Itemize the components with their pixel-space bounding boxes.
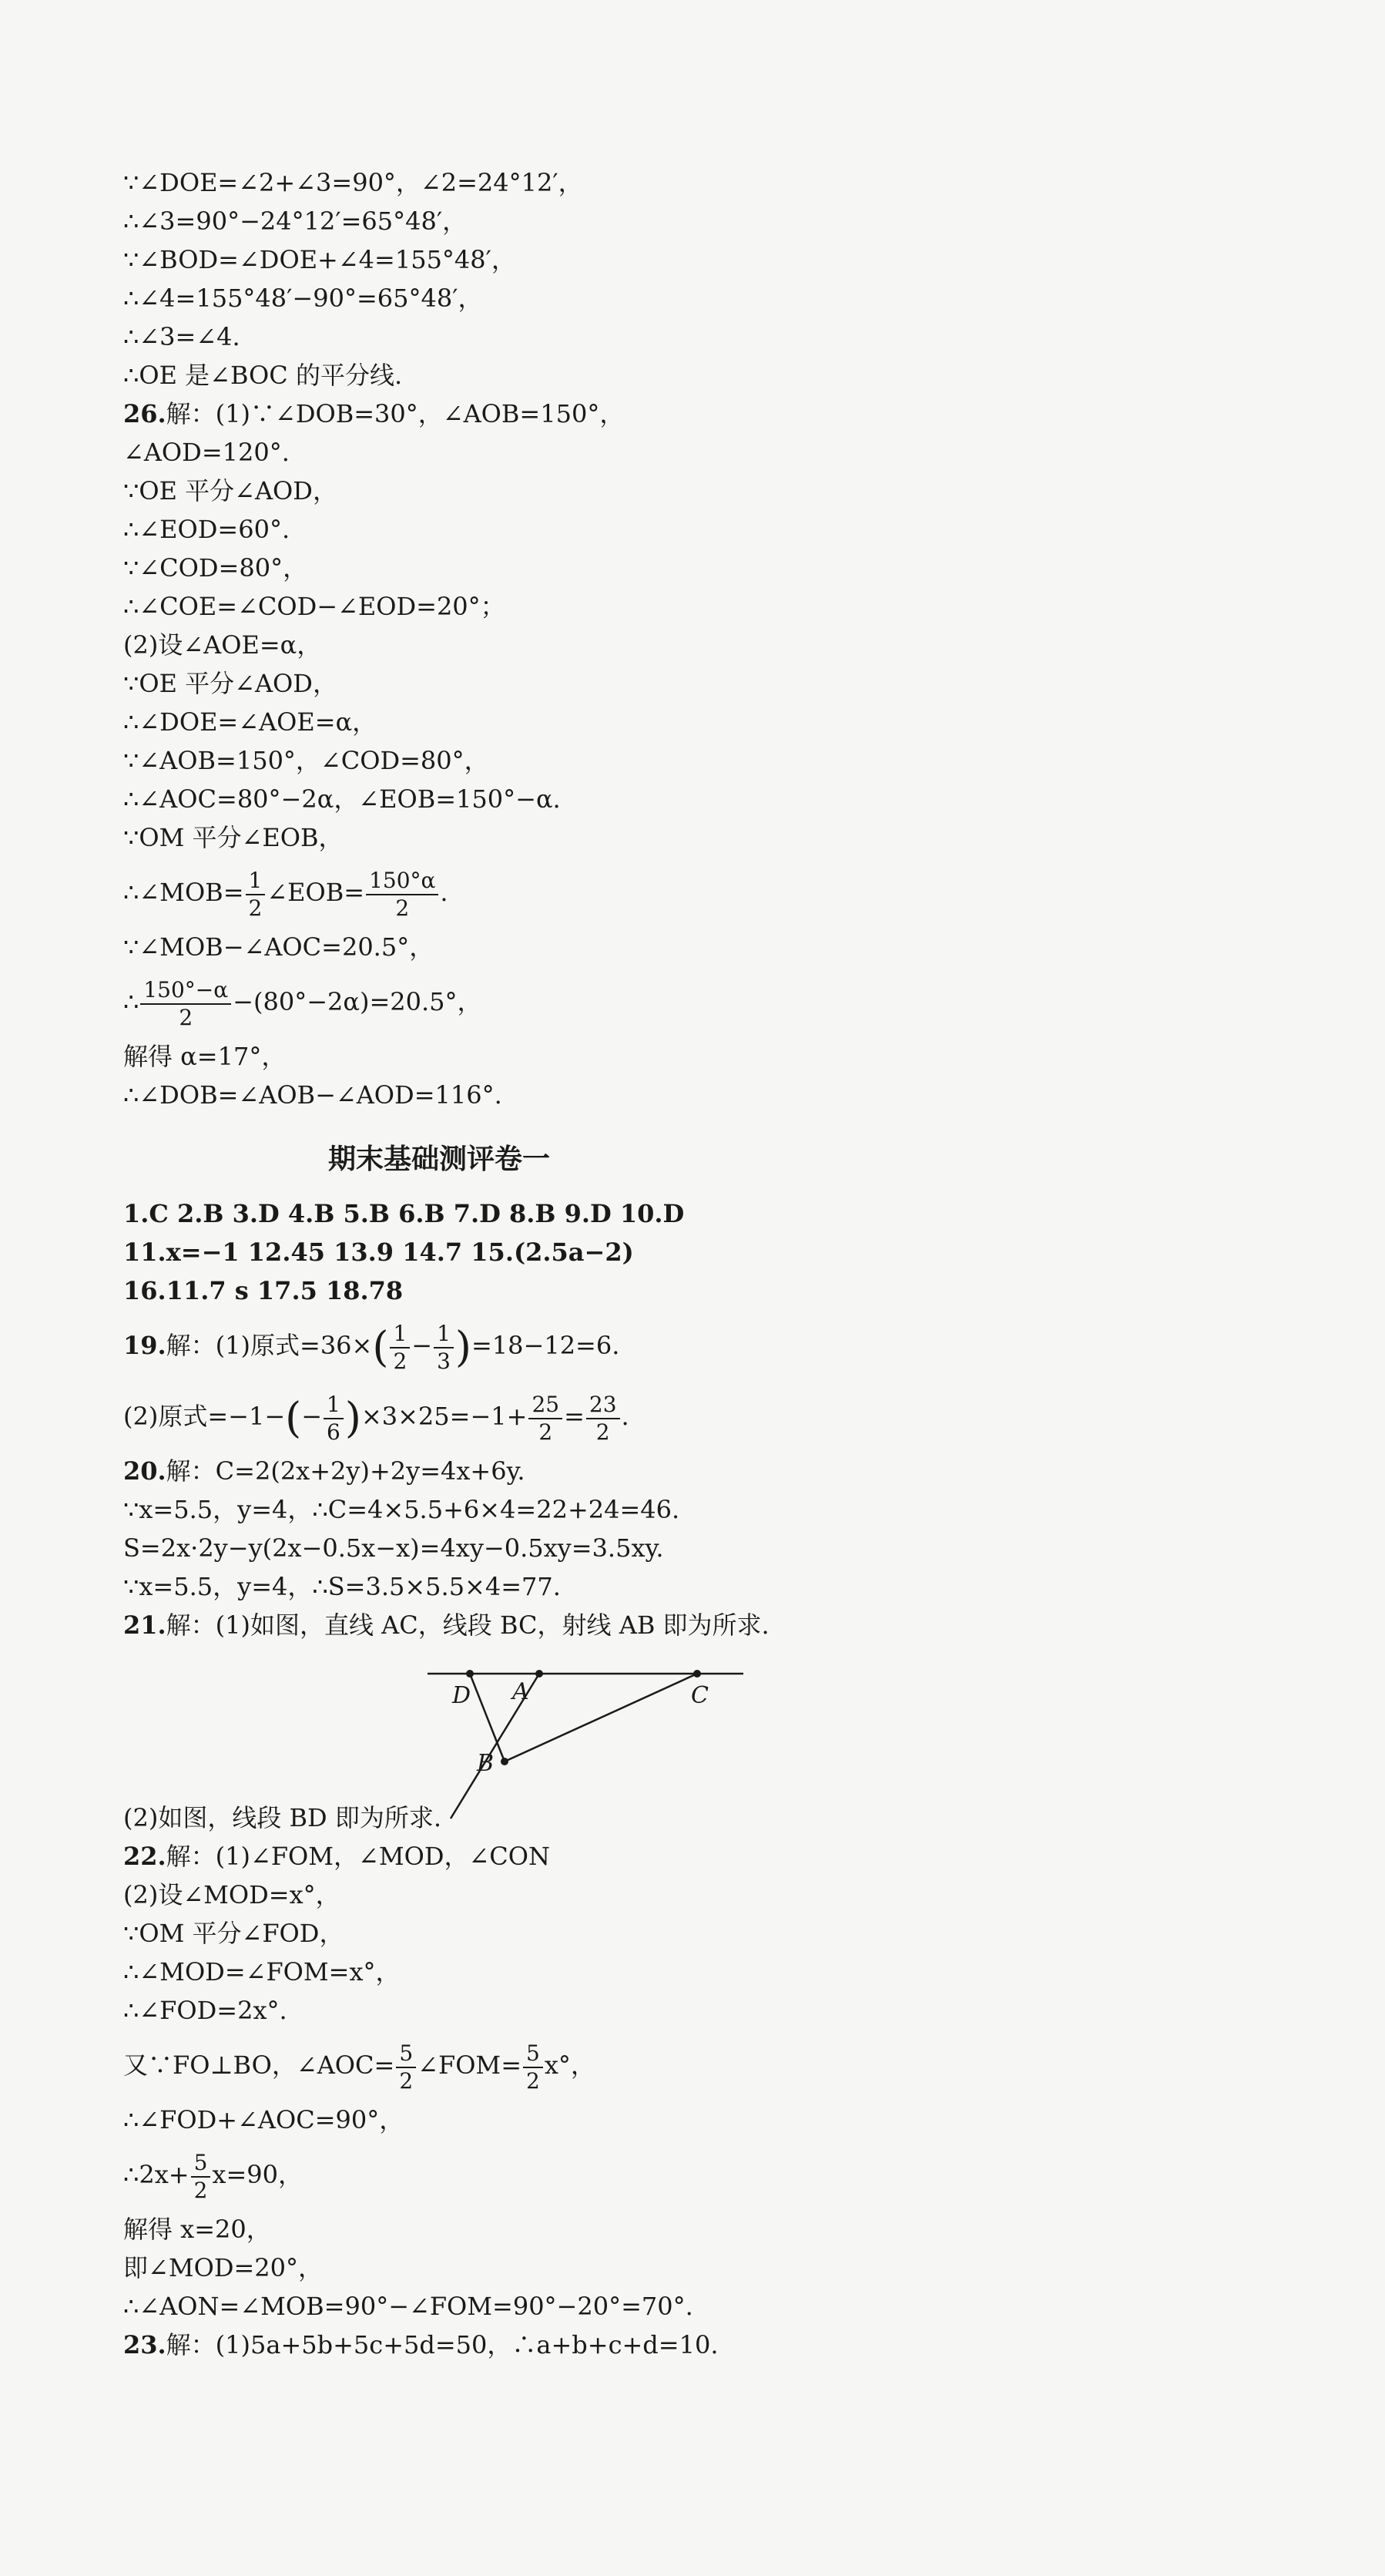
denominator: 2 xyxy=(395,895,410,921)
question-number: 19. xyxy=(123,1331,166,1360)
line-text: =18−12=6. xyxy=(471,1331,620,1360)
text-line: ∵OM 平分∠EOB， xyxy=(123,823,344,852)
question-26 xyxy=(123,395,894,1114)
numerator: 150°−α xyxy=(140,977,231,1005)
left-paren: ( xyxy=(372,1322,389,1372)
line-text: ∴2x+ xyxy=(123,2160,189,2189)
denominator: 2 xyxy=(393,1348,407,1374)
fraction xyxy=(390,1321,410,1375)
text-line: ∴∠3=∠4. xyxy=(123,322,240,351)
text-line: (2)如图，线段 BD 即为所求. xyxy=(123,1803,442,1832)
point-b xyxy=(501,1758,508,1765)
question-19 xyxy=(123,1310,894,1452)
denominator: 2 xyxy=(526,2067,540,2094)
denominator: 2 xyxy=(399,2067,414,2094)
fraction xyxy=(246,868,266,922)
section-title: 期末基础测评卷一 xyxy=(327,1144,550,1175)
fraction xyxy=(434,1321,454,1375)
line-text: ∴ xyxy=(123,987,139,1016)
fraction-line xyxy=(123,1381,894,1452)
line-text: −(80°−2α)=20.5°， xyxy=(233,987,482,1016)
text-line: ∴OE 是∠BOC 的平分线. xyxy=(123,361,403,390)
point-a xyxy=(535,1670,543,1678)
line-text: ∠FOM= xyxy=(418,2050,521,2080)
question-number: 22. xyxy=(123,1842,166,1871)
text-line: ∴∠MOD=∠FOM=x°， xyxy=(123,1957,401,1987)
line-text: 又∵FO⊥BO，∠AOC= xyxy=(123,2050,395,2080)
text-line xyxy=(123,395,894,433)
answer-row: 11.x=−1 12.45 13.9 14.7 15.(2.5a−2) xyxy=(123,1238,634,1267)
text-line: S=2x·2y−y(2x−0.5x−x)=4xy−0.5xy=3.5xy. xyxy=(123,1533,664,1563)
answer-column xyxy=(123,163,894,2364)
text-line xyxy=(123,1606,894,1644)
answer-key xyxy=(123,1194,894,1310)
line-text: 解：(1)∠FOM，∠MOD，∠CON xyxy=(166,1842,551,1871)
text-line: ∵∠MOB−∠AOC=20.5°， xyxy=(123,932,434,962)
numerator: 1 xyxy=(324,1392,344,1419)
label-c: C xyxy=(691,1682,709,1709)
fraction xyxy=(396,2040,416,2094)
fraction-line xyxy=(123,2030,894,2101)
left-paren: ( xyxy=(285,1393,302,1442)
fraction xyxy=(140,977,231,1031)
text-line: 即∠MOD=20°， xyxy=(123,2253,324,2282)
line-text: 解：(1)如图，直线 AC，线段 BC，射线 AB 即为所求. xyxy=(166,1610,770,1640)
line-text: = xyxy=(564,1402,585,1431)
numerator: 1 xyxy=(390,1321,410,1348)
numerator: 5 xyxy=(396,2040,416,2068)
segment-bd xyxy=(470,1674,505,1762)
denominator: 3 xyxy=(437,1348,451,1374)
fraction xyxy=(586,1392,620,1446)
fraction xyxy=(324,1392,344,1446)
text-line: ∵OM 平分∠FOD， xyxy=(123,1919,344,1948)
question-number: 26. xyxy=(123,399,166,428)
point-d xyxy=(466,1670,474,1678)
text-line: ∴∠AOC=80°−2α，∠EOB=150°−α. xyxy=(123,784,561,814)
fraction xyxy=(191,2150,211,2204)
proof-continuation xyxy=(123,163,894,395)
segment-bc xyxy=(505,1674,697,1762)
text-line: (2)设∠AOE=α， xyxy=(123,630,322,660)
text-line: ∵∠BOD=∠DOE+∠4=155°48′， xyxy=(123,245,516,274)
text-line: ∴∠COE=∠COD−∠EOD=20°； xyxy=(123,592,505,621)
text-line: ∵x=5.5，y=4，∴S=3.5×5.5×4=77. xyxy=(123,1572,561,1601)
question-22 xyxy=(123,1837,894,2326)
numerator: 1 xyxy=(246,868,266,895)
text-line xyxy=(123,1837,894,1876)
denominator: 2 xyxy=(538,1419,553,1445)
numerator: 1 xyxy=(434,1321,454,1348)
right-paren: ) xyxy=(344,1393,361,1442)
text-line: ∵OE 平分∠AOD， xyxy=(123,669,337,698)
line-text: (2)原式=−1− xyxy=(123,1402,286,1431)
text-line: ∴∠4=155°48′−90°=65°48′， xyxy=(123,284,483,313)
answer-row: 1.C 2.B 3.D 4.B 5.B 6.B 7.D 8.B 9.D 10.D xyxy=(123,1199,685,1228)
line-text: . xyxy=(440,878,448,907)
text-line: ∵∠AOB=150°，∠COD=80°， xyxy=(123,746,489,775)
fraction-line xyxy=(123,966,894,1037)
text-line xyxy=(123,1452,894,1490)
line-text: ×3×25=−1+ xyxy=(361,1402,528,1431)
text-line: 解得 x=20， xyxy=(123,2215,271,2244)
text-line xyxy=(123,2326,894,2364)
numerator: 5 xyxy=(191,2150,211,2178)
denominator: 2 xyxy=(248,895,263,921)
text-line: ∴∠FOD+∠AOC=90°， xyxy=(123,2105,404,2134)
line-text: 解：(1)∵∠DOB=30°，∠AOB=150°， xyxy=(166,399,625,428)
text-line: ∴∠FOD=2x°. xyxy=(123,1996,287,2025)
text-line: ∠AOD=120°. xyxy=(123,438,290,467)
line-text: 解：(1)原式=36× xyxy=(166,1331,373,1360)
question-23 xyxy=(123,2326,894,2364)
line-text: ∠EOB= xyxy=(267,878,365,907)
line-text: x°， xyxy=(544,2050,595,2080)
numerator: 5 xyxy=(523,2040,543,2068)
line-text: x=90， xyxy=(212,2160,303,2189)
denominator: 2 xyxy=(595,1419,610,1445)
question-number: 21. xyxy=(123,1610,166,1640)
text-line: ∴∠3=90°−24°12′=65°48′， xyxy=(123,207,468,236)
question-number: 20. xyxy=(123,1456,166,1486)
label-a: A xyxy=(512,1678,529,1705)
text-line: ∴∠EOD=60°. xyxy=(123,515,290,544)
fraction-line xyxy=(123,2139,894,2210)
question-number: 23. xyxy=(123,2330,166,2359)
point-c xyxy=(693,1670,701,1678)
fraction xyxy=(528,1392,562,1446)
fraction xyxy=(523,2040,543,2094)
label-d: D xyxy=(452,1682,471,1709)
text-line: ∵∠COD=80°， xyxy=(123,553,308,583)
denominator: 2 xyxy=(179,1004,193,1030)
line-text: ∴∠MOB= xyxy=(123,878,244,907)
right-paren: ) xyxy=(454,1322,471,1372)
numerator: 23 xyxy=(586,1392,620,1419)
line-text: − xyxy=(301,1402,323,1431)
line-text: 解：(1)5a+5b+5c+5d=50，∴a+b+c+d=10. xyxy=(166,2330,719,2359)
line-text: 解：C=2(2x+2y)+2y=4x+6y. xyxy=(166,1456,525,1486)
text-line: ∴∠DOE=∠AOE=α， xyxy=(123,707,377,737)
fraction xyxy=(366,868,438,922)
text-line: 解得 α=17°， xyxy=(123,1042,287,1071)
text-line: ∵x=5.5，y=4，∴C=4×5.5+6×4=22+24=46. xyxy=(123,1495,680,1524)
text-line: ∵∠DOE=∠2+∠3=90°，∠2=24°12′， xyxy=(123,168,583,197)
numerator: 25 xyxy=(528,1392,562,1419)
geometry-diagram xyxy=(420,1657,759,1826)
line-text: . xyxy=(621,1402,629,1431)
denominator: 2 xyxy=(193,2177,208,2203)
fraction-line xyxy=(123,1310,894,1381)
denominator: 6 xyxy=(327,1419,340,1445)
text-line: ∴∠AON=∠MOB=90°−∠FOM=90°−20°=70°. xyxy=(123,2292,693,2321)
numerator: 150°α xyxy=(366,868,438,895)
label-b: B xyxy=(477,1750,495,1777)
answer-row: 16.11.7 s 17.5 18.78 xyxy=(123,1276,404,1305)
text-line: ∵OE 平分∠AOD， xyxy=(123,476,337,505)
line-text: − xyxy=(411,1331,433,1360)
text-line: ∴∠DOB=∠AOB−∠AOD=116°. xyxy=(123,1080,502,1110)
text-line: (2)设∠MOD=x°， xyxy=(123,1880,340,1909)
fraction-line xyxy=(123,857,894,928)
question-20 xyxy=(123,1452,894,1606)
